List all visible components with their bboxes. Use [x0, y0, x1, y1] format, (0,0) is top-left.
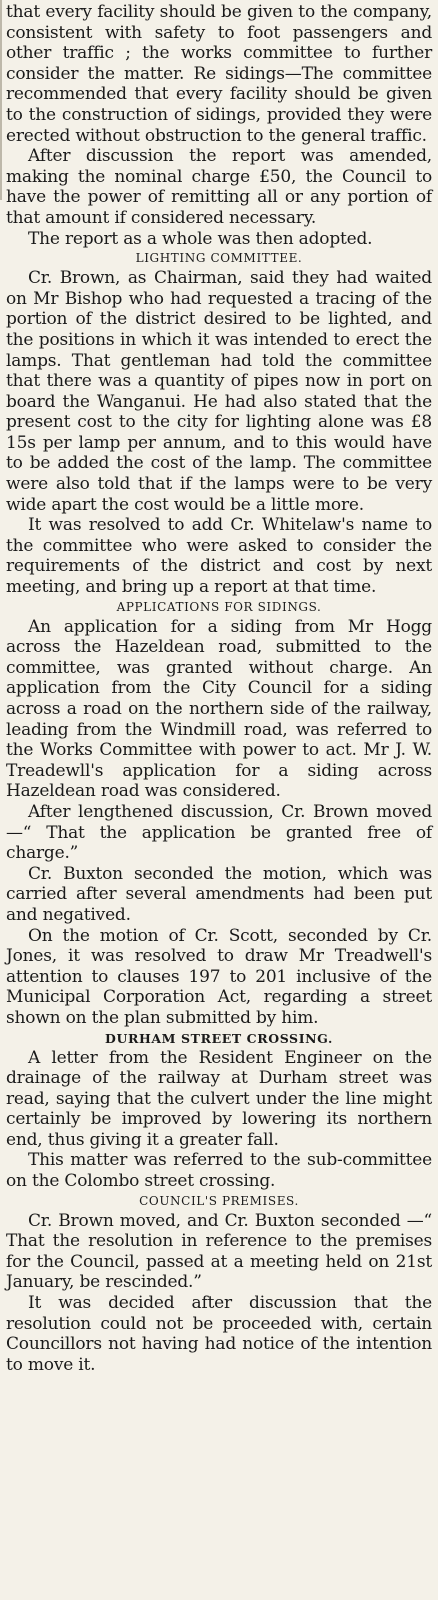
paragraph: Cr. Buxton seconded the motion, which was carried after several amendments had been put and negatived. [6, 863, 432, 925]
paragraph: After lengthened discussion, Cr. Brown moved—“ That the application be granted free of charge.” [6, 801, 432, 864]
paragraph: Cr. Brown moved, and Cr. Buxton seconded —“ That the resolution in reference to the premises for the Council, passed at a meeting held on 21st January, be rescinded.” [6, 1210, 432, 1293]
paragraph: An application for a siding from Mr Hogg across the Hazeldean road, submitted to the committee, was granted without charge. An application from the City Council for a siding across a road on the northern side of the railway, leading from the Windmill road, was referred to the Works Committee with power to act. Mr J. W. Treadewll's application for a siding across Hazeldean road was considered. [6, 616, 432, 802]
section-heading-premises: COUNCIL'S PREMISES. [139, 1193, 299, 1208]
section-heading-durham: DURHAM STREET CROSSING. [105, 1030, 333, 1046]
paragraph: On the motion of Cr. Scott, seconded by Cr. Jones, it was resolved to draw Mr Treadwell's attention to clauses 197 to 201 inclusive of the Municipal Corporation Act, regarding a street shown on the plan submitted by him. [6, 925, 432, 1028]
paragraph: It was decided after discussion that the resolution could not be proceeded with, certain Councillors not having had notice of the intention to move it. [6, 1293, 432, 1375]
newspaper-column [6, 2, 432, 1375]
paragraph: The report as a whole was then adopted. [28, 228, 373, 249]
paragraph: After discussion the report was amended, making the nominal charge £50, the Council to have the power of remitting all or any portion of that amount if considered necessary. [6, 146, 432, 228]
section-heading-sidings: APPLICATIONS FOR SIDINGS. [116, 599, 322, 614]
paragraph: A letter from the Resident Engineer on the drainage of the railway at Durham street was read, saying that the culvert under the line might certainly be improved by lowering its northern end, thus giving it a greater fall. [6, 1047, 432, 1150]
section-heading-lighting: LIGHTING COMMITTEE. [135, 251, 303, 266]
paragraph: It was resolved to add Cr. Whitelaw's name to the committee who were asked to consider the requirements of the district and cost by next meeting, and bring up a report at that time. [6, 515, 432, 598]
column-rule [0, 0, 2, 200]
paragraph: that every facility should be given to the company, consistent with safety to foot passengers and other traffic ; the works committee to further consider the matter. Re sidings—The committee recommended that every facility should be given to the construction of sidings, provided they were erected without obstruction to the general traffic. [6, 2, 432, 146]
paragraph: This matter was referred to the sub-committee on the Colombo street crossing. [6, 1150, 432, 1192]
paragraph: Cr. Brown, as Chairman, said they had waited on Mr Bishop who had requested a tracing of the portion of the district desired to be lighted, and the positions in which it was intended to erect the lamps. That gentleman had told the committee that there was a quantity of pipes now in port on board the Wanganui. He had also stated that the present cost to the city for lighting alone was £8 15s per lamp per annum, and to this would have to be added the cost of the lamp. The committee were also told that if the lamps were to be very wide apart the cost would be a little more. [6, 268, 432, 515]
